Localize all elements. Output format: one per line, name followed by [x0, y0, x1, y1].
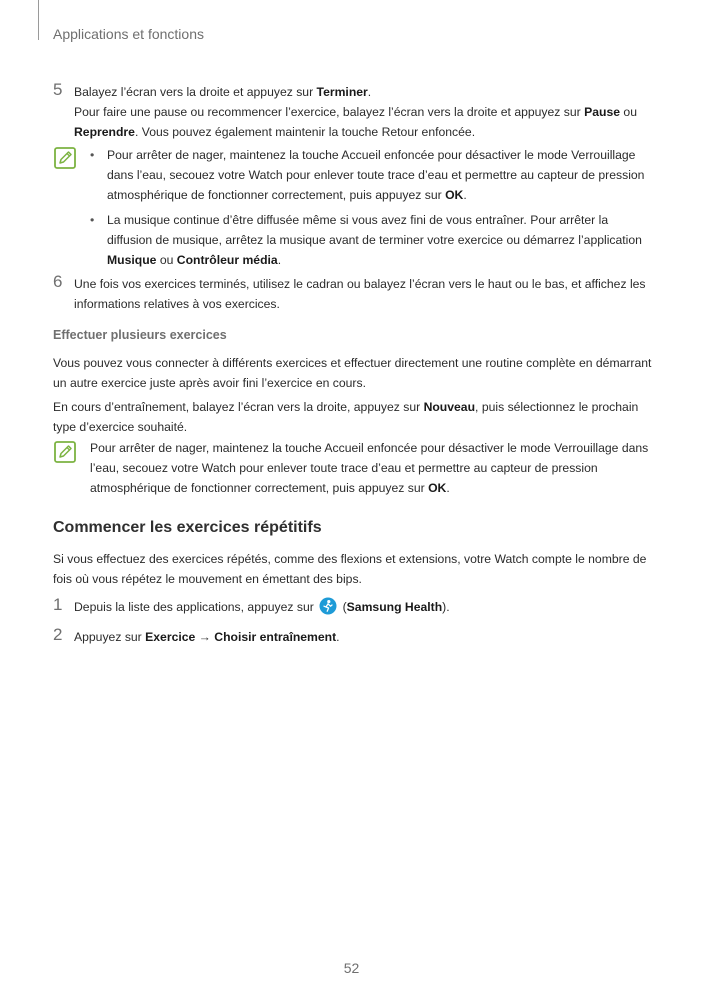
- step-text: Une fois vos exercices terminés, utilisez le cadran ou balayez l’écran vers le haut ou le bas, et affichez les informations relatives à vos exercices.: [74, 277, 646, 311]
- samsung-health-app-icon[interactable]: [319, 597, 337, 615]
- paragraph: En cours d’entraînement, balayez l’écran vers la droite, appuyez sur Nouveau, puis sélectionnez le prochain type d’exercice souhaité.: [53, 400, 639, 434]
- page-header: Applications et fonctions: [53, 26, 204, 42]
- list-item: • La musique continue d’être diffusée même si vous avez fini de vous entraîner. Pour arrêter la diffusion de musique, arrêtez la musique avant de terminer votre exercice ou démarrez l’application Musique ou Contrôleur média.: [90, 213, 642, 267]
- step-number: 2: [53, 625, 63, 644]
- margin-rule: [38, 0, 39, 40]
- step-text: Depuis la liste des applications, appuyez sur (Samsung Health).: [74, 597, 653, 617]
- step-6: [53, 274, 653, 314]
- step-text: Balayez l’écran vers la droite et appuyez sur Terminer. Pour faire une pause ou recommencer l’exercice, balayez l’écran vers la droite et appuyez sur Pause ou Reprendre. Vous pouvez également maintenir la touche Retour enfoncée.: [74, 85, 637, 139]
- paragraph: Vous pouvez vous connecter à différents exercices et effectuer directement une routine complète en démarrant un autre exercice juste après avoir fini l’exercice en cours.: [53, 356, 652, 390]
- step-number: 5: [53, 80, 63, 99]
- step-number: 1: [53, 595, 63, 614]
- page-number: 52: [343, 960, 360, 976]
- step-2: [53, 627, 653, 647]
- note-icon: [54, 441, 76, 463]
- step-5: [53, 82, 653, 142]
- sub-heading: Effectuer plusieurs exercices: [53, 328, 227, 342]
- section-heading: Commencer les exercices répétitifs: [53, 519, 322, 536]
- step-text: Appuyez sur Exercice → Choisir entraînement.: [74, 630, 340, 644]
- step-number: 6: [53, 272, 63, 291]
- note-2-text: Pour arrêter de nager, maintenez la touche Accueil enfoncée pour désactiver le mode Verrouillage dans l’eau, secouez votre Watch pour enlever toute trace d’eau et permettre au capteur de pression atmosphérique de fonctionner correctement, puis appuyez sur OK.: [90, 441, 649, 495]
- note-icon: [54, 147, 76, 169]
- step-1: [53, 597, 653, 617]
- list-item: • Pour arrêter de nager, maintenez la touche Accueil enfoncée pour désactiver le mode Verrouillage dans l’eau, secouez votre Watch pour enlever toute trace d’eau et permettre au capteur de pression atmosphérique de fonctionner correctement, puis appuyez sur OK.: [90, 148, 645, 202]
- note-1-list: [90, 145, 656, 270]
- paragraph: Si vous effectuez des exercices répétés, comme des flexions et extensions, votre Watch compte le nombre de fois où vous répétez le mouvement en émettant des bips.: [53, 552, 647, 586]
